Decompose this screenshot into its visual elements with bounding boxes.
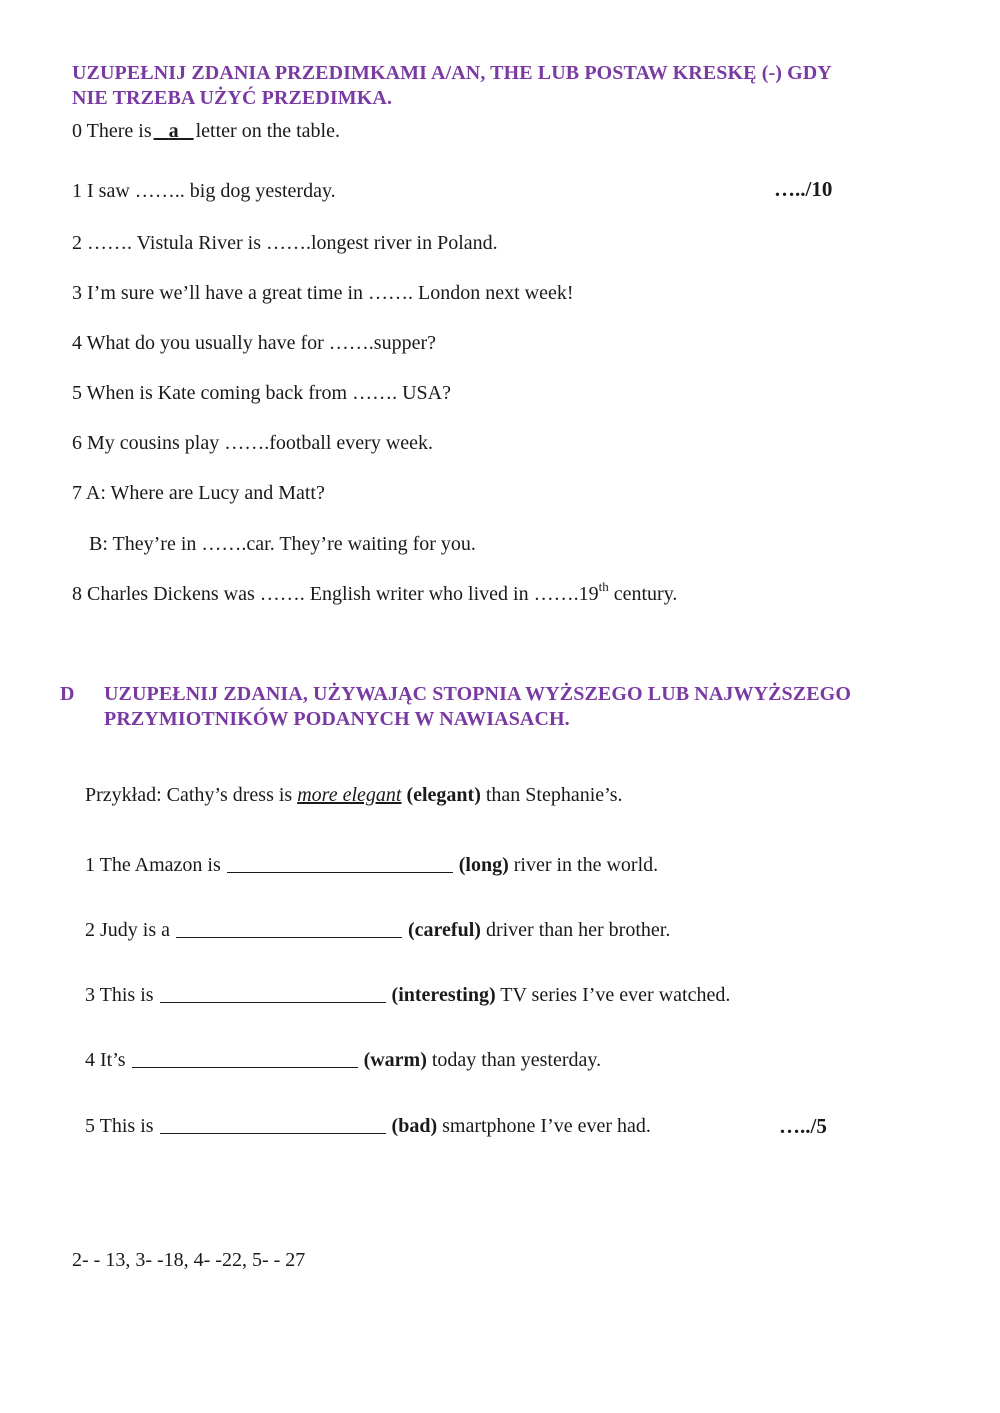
example-answer: a: [168, 120, 179, 142]
d-item-3-after: TV series I’ve ever watched.: [495, 984, 731, 1006]
section-d-item-1: [85, 853, 658, 877]
d-item-3-before: 3 This is: [85, 984, 154, 1006]
d-item-1-before: 1 The Amazon is: [85, 854, 221, 876]
section-c-item-6[interactable]: 6 My cousins play …….football every week.: [72, 432, 434, 454]
section-d-example: [85, 783, 623, 807]
section-c-item-4[interactable]: 4 What do you usually have for …….supper?: [72, 332, 436, 354]
example-text-after: letter on the table.: [195, 120, 340, 142]
section-c-item-5[interactable]: 5 When is Kate coming back from ……. USA?: [72, 382, 451, 404]
section-d-item-3: [85, 983, 730, 1007]
section-d-instruction-line2: PRZYMIOTNIKÓW PODANYCH W NAWIASACH.: [104, 708, 570, 730]
d-item-1-after: river in the world.: [508, 854, 659, 876]
grading-scale: 2- - 13, 3- -18, 4- -22, 5- - 27: [72, 1249, 306, 1271]
d-item-2-after: driver than her brother.: [480, 919, 671, 941]
d-example-hint: (elegant): [406, 784, 481, 806]
section-c-item-8[interactable]: [72, 579, 678, 606]
d-example-after: than Stephanie’s.: [480, 784, 623, 806]
d-item-1-hint: (long): [458, 854, 509, 876]
d-item-3-answer-blank[interactable]: [160, 984, 386, 1003]
section-c-score: …../10: [774, 177, 833, 201]
d-item-4-answer-blank[interactable]: [132, 1049, 358, 1068]
d-item-2-before: 2 Judy is a: [85, 919, 170, 941]
section-c-item-3[interactable]: 3 I’m sure we’ll have a great time in ……. London next week!: [72, 282, 574, 304]
d-item-4-hint: (warm): [363, 1049, 427, 1071]
d-item-2-answer-blank[interactable]: [176, 919, 402, 938]
section-c-instruction-line1: UZUPEŁNIJ ZDANIA PRZEDIMKAMI A/AN, THE LUB POSTAW KRESKĘ (-) GDY: [72, 62, 832, 84]
d-item-5-hint: (bad): [391, 1115, 438, 1137]
d-example-answer: more elegant: [297, 784, 402, 806]
section-c-item-7b[interactable]: B: They’re in …….car. They’re waiting for you.: [89, 533, 476, 555]
d-item-5-before: 5 This is: [85, 1115, 154, 1137]
d-item-5-after: smartphone I’ve ever had.: [437, 1115, 651, 1137]
section-c-example: [72, 119, 340, 143]
item-8-superscript: th: [598, 579, 609, 594]
section-d-instruction: [104, 682, 954, 732]
d-item-1-answer-blank[interactable]: [227, 854, 453, 873]
section-c-instruction: [72, 61, 952, 111]
d-item-4-before: 4 It’s: [85, 1049, 126, 1071]
d-item-5-answer-blank[interactable]: [160, 1115, 386, 1134]
section-d-item-2: [85, 918, 670, 942]
d-item-3-hint: (interesting): [391, 984, 496, 1006]
item-8-before: 8 Charles Dickens was ……. English writer who lived in …….19: [72, 583, 599, 605]
section-d-item-4: [85, 1048, 601, 1072]
section-c-item-7a[interactable]: 7 A: Where are Lucy and Matt?: [72, 482, 325, 504]
section-c-item-1[interactable]: 1 I saw …….. big dog yesterday.: [72, 180, 336, 202]
example-text-before: 0 There is: [72, 120, 152, 142]
section-c-item-2[interactable]: 2 ……. Vistula River is …….longest river in Poland.: [72, 232, 498, 254]
section-d-instruction-line1: UZUPEŁNIJ ZDANIA, UŻYWAJĄC STOPNIA WYŻSZEGO LUB NAJWYŻSZEGO: [104, 683, 851, 705]
d-item-4-after: today than yesterday.: [426, 1049, 602, 1071]
section-d-item-5: [85, 1114, 651, 1138]
section-d-letter: D: [60, 683, 75, 705]
section-d-score: …../5: [779, 1114, 827, 1138]
item-8-after: century.: [608, 583, 678, 605]
d-example-before: Przykład: Cathy’s dress is: [85, 784, 298, 806]
d-item-2-hint: (careful): [408, 919, 481, 941]
section-c-instruction-line2: NIE TRZEBA UŻYĆ PRZEDIMKA.: [72, 87, 393, 109]
